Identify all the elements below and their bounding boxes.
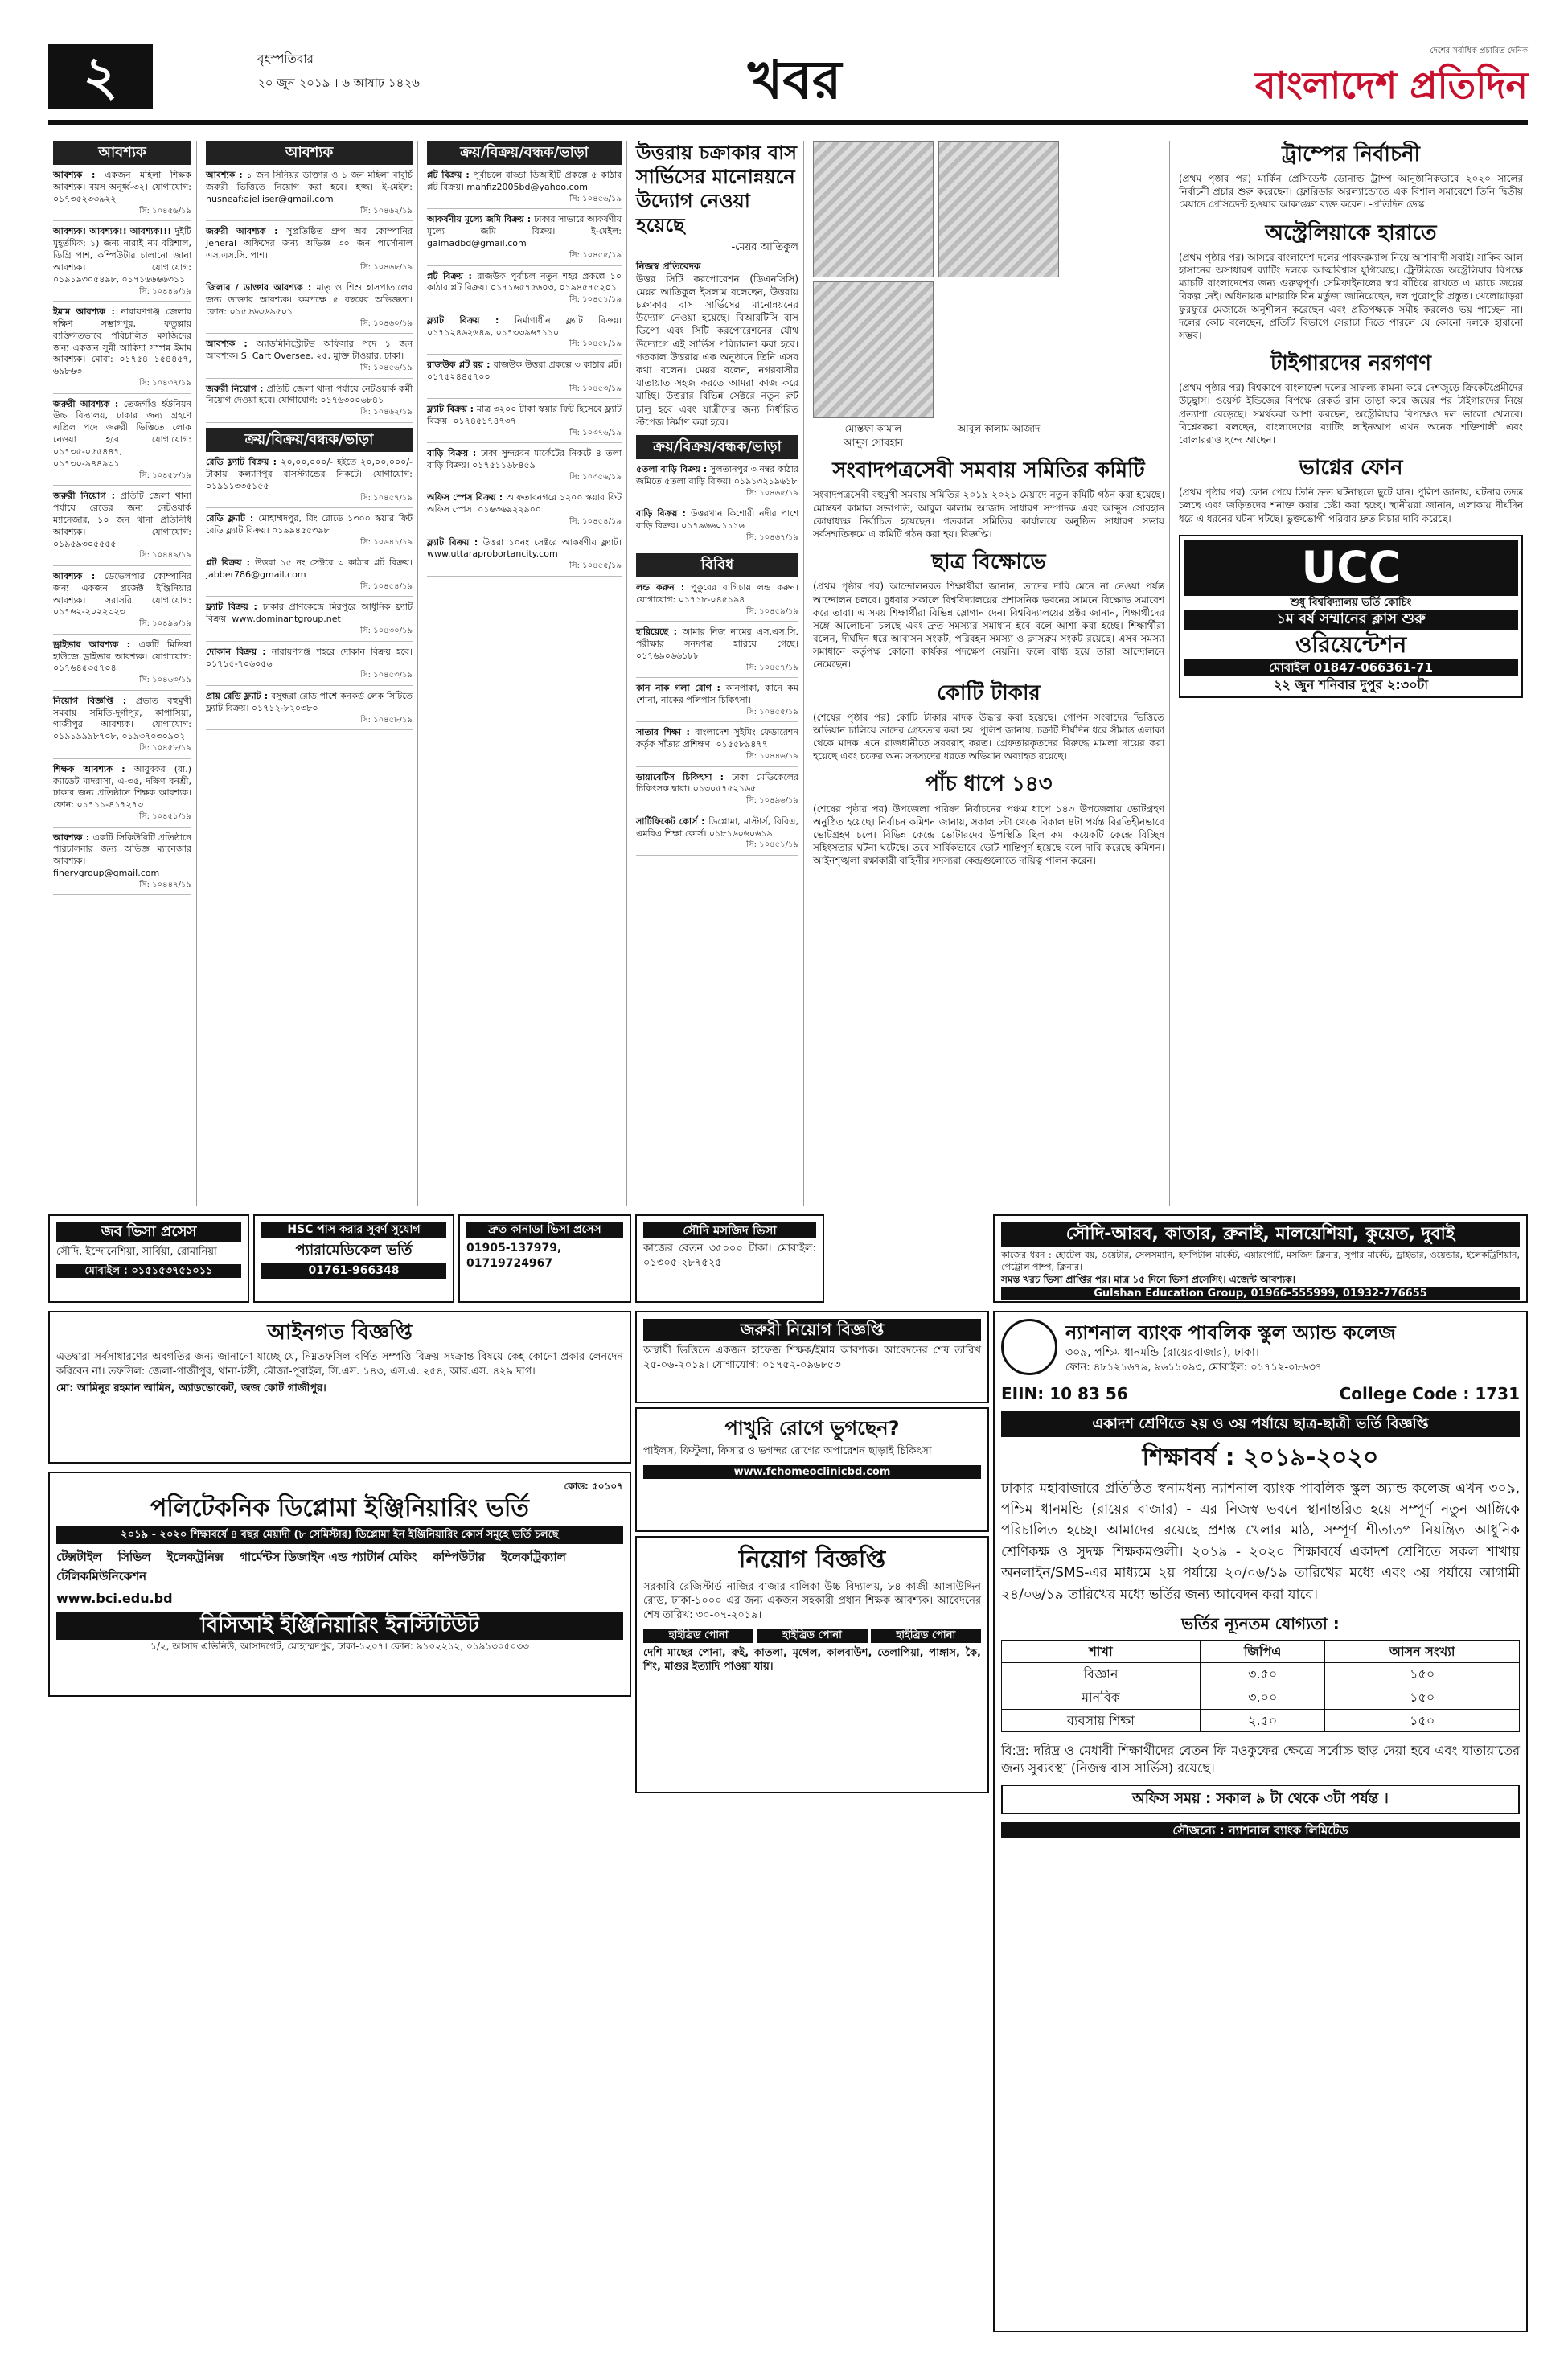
ad-text: ঢাকা সুন্দরবন মার্কেটের নিকটে ৪ তলা বাড়ি বিক্রয়। ০১৭৫১১৬৮৪৫৯ (427, 448, 622, 471)
table-cell: ২.৫০ (1200, 1709, 1325, 1732)
classified-ad (206, 170, 413, 221)
classified-ad (53, 832, 191, 896)
ad-website: www.bci.edu.bd (56, 1590, 173, 1606)
school-address: ৩০৯, পশ্চিম ধানমন্ডি (রায়েরবাজার), ঢাকা। (1065, 1345, 1259, 1359)
ad-text: ডেভেলপার কোম্পানির জন্য একজন প্রজেক্ট ইঞ্জিনিয়ার আবশ্যক। সরাসরি যোগাযোগ: ০১৭৬২-২০২২৩২৩ (53, 570, 191, 618)
ad-list (206, 457, 413, 730)
article-body: (প্রথম পৃষ্ঠার পর) ফোন পেয়ে তিনি দ্রুত ঘটনাস্থলে ছুটে যান। পুলিশ জানায়, ঘটনার তদন্ত চলছে এবং জড়িতদের শনাক্ত করার চেষ্টা করা হচ্ছে। স্থানীয়রা জানান, এলাকায় দীর্ঘদিন ধরে এ ধরনের ঘটনা ঘটছে। ভুক্তভোগী পরিবার দ্রুত বিচার দাবি করেছে। (1179, 487, 1523, 524)
ad-text: ডিপ্লোমা, মাস্টার্স, বিবিএ, এমবিএ শিক্ষা কোর্স। ০১৮১৬০৬০৬১৯ (636, 815, 798, 839)
ad-phone: 01761-966348 (261, 1263, 446, 1279)
table-cell: মানবিক (1002, 1686, 1201, 1710)
table-cell: বিজ্ঞান (1002, 1663, 1201, 1686)
classified-column-2 (201, 141, 418, 1206)
article-body: (শেষের পৃষ্ঠার পর) উপজেলা পরিষদ নির্বাচনের পঞ্চম ধাপে ১৪৩ উপজেলায় ভোটগ্রহণ অনুষ্ঠিত হয়েছে। নির্বাচন কমিশন জানায়, সকাল ৮টা থেকে বিকাল ৪টা পর্যন্ত বিরতিহীনভাবে ভোটগ্রহণ চলে। বিভিন্ন কেন্দ্রে ভোটারদের উপস্থিতি ছিল কম। কয়েকটি কেন্দ্রে বিচ্ছিন্ন সহিংসতার ঘটনা ঘটেছে। তবে সার্বিকভাবে ভোট শান্তিপূর্ণ হয়েছে বলে দাবি করেছে কমিশন। আইনশৃঙ্খলা রক্ষাকারী বাহিনীর সদস্যরা কেন্দ্রগুলোতে দায়িত্ব পালন করেন। (813, 803, 1164, 867)
classified-ad (206, 226, 413, 277)
canada-visa-ad (458, 1214, 631, 1303)
ad-title: পলিটেকনিক ডিপ্লোমা ইঞ্জিনিয়ারিং ভর্তি (150, 1494, 529, 1523)
article-body: উত্তর সিটি করপোরেশন (ডিএনসিসি) মেয়র আতিকুল ইসলাম বলেছেন, উত্তরায় চক্রাকার বাস সার্ভিসের মানোন্নয়নের উদ্যোগ নেওয়া হয়েছে। বিআরটিসি বাস ডিপো এবং সিটি করপোরেশনের যৌথ উদ্যোগে এই সার্ভিস পরিচালনা করা হবে। গতকাল উত্তরায় এক অনুষ্ঠানে তিনি এসব কথা বলেন। মেয়র বলেন, নগরবাসীর যাতায়াত সহজ করতে আমরা কাজ করে যাচ্ছি। উত্তরার বিভিন্ন সেক্টরে নতুন রুট চালু হবে এবং যাত্রীদের জন্য নির্ধারিত স্টপেজ নির্মাণ করা হবে। (636, 273, 798, 428)
ad-lead: ফ্ল্যাট বিক্রয় : (427, 404, 477, 415)
table-cell: ৩.৫০ (1200, 1663, 1325, 1686)
ad-ref: সি: ১০৪৫৫/১৯ (746, 707, 798, 717)
ucc-date: ২২ জুন শনিবার দুপুর ২:৩০টা (1274, 676, 1428, 692)
ad-lead: ফ্ল্যাট বিক্রয় : (206, 602, 263, 613)
institute-address: ১/২, আসাদ এভিনিউ, আসাদগেট, মোহাম্মদপুর, ঢাকা-১২০৭। ফোন: ৯১০২২১২, ০১৯১৩০৫০৩৩ (150, 1641, 529, 1653)
fish-label: হাইব্রিড পোনা (643, 1629, 753, 1643)
ad-text: ঢাকার সাভারে আকর্ষণীয় মূল্যে জমি বিক্রয়। ই-মেইল: galmadbd@gmail.com (427, 214, 622, 249)
ad-ref: সি: ১০৪৫৬/১৯ (569, 194, 622, 203)
ad-lead: রাজউক প্লট রয় : (427, 359, 494, 370)
article-body: (প্রথম পৃষ্ঠার পর) বিশ্বকাপে বাংলাদেশ দলের সাফল্য কামনা করে দেশজুড়ে ক্রিকেটপ্রেমীদের উচ্ছ্বাস। ওয়েস্ট ইন্ডিজের বিপক্ষে রেকর্ড রান তাড়া করে জয়ের পর টাইগারদের নিয়ে প্রত্যাশা বেড়েছে। সমর্থকরা আশা করছেন, অস্ট্রেলিয়ার বিপক্ষেও দল ভালো খেলবে। বিশ্লেষকরা বলছেন, বাংলাদেশের ব্যাটিং লাইনআপ এখন অনেক শক্তিশালী এবং বোলাররাও ছন্দে আছেন। (1179, 382, 1523, 446)
ad-ref: সি: ১০৪৩০/১৯ (360, 626, 413, 636)
news-column-4 (631, 141, 804, 1206)
ad-footer: Gulshan Education Group, 01966-555999, 01932-776655 (1001, 1287, 1520, 1301)
ad-note: সমস্ত খরচ ভিসা প্রাপ্তির পর। মাত্র ১৫ দিনে ভিসা প্রসেসিং। এজেন্ট আবশ্যক। (1001, 1274, 1295, 1286)
ad-text: বাংলাদেশ সুইমিং ফেডারেশন কর্তৃক সাঁতার প্রশিক্ষণ। ০১৫৫৮৯৪৭৭ (636, 727, 798, 750)
classified-ad (206, 602, 413, 641)
subject-item: কম্পিউটার (433, 1550, 486, 1565)
ad-lead: হারিয়েছে : (636, 626, 683, 638)
classified-ad (53, 696, 191, 759)
ad-lead: জরুরী নিয়োগ : (206, 383, 267, 394)
ad-text: একজন মহিলা শিক্ষক আবশ্যক। বয়স অনূর্ধ্ব-৩২। যোগাযোগ: ০১৭৩৫২৩৩৯২২ (53, 170, 191, 204)
classified-ad (636, 683, 798, 722)
classified-ad (636, 772, 798, 811)
ad-ref: সি: ১০৪৫১/১৯ (139, 812, 191, 822)
ad-title: জরুরী নিয়োগ বিজ্ঞপ্তি (643, 1319, 981, 1341)
classified-ad (53, 571, 191, 635)
news-column-middle (808, 141, 1170, 1206)
ad-text: পাইলস, ফিস্টুলা, ফিসার ও ভগন্দর রোগের অপারেশন ছাড়াই চিকিৎসা। (643, 1445, 936, 1458)
ad-lead: প্লট বিক্রয় : (206, 557, 256, 569)
article-body: (প্রথম পৃষ্ঠার পর) আসরে বাংলাদেশ দলের পারফরম্যান্স নিয়ে আশাবাদী সবাই। সাকিব আল হাসানের অসাধারণ ব্যাটিং দলকে আত্মবিশ্বাস যুগিয়েছে। ট্রেন্টব্রিজে অস্ট্রেলিয়ার বিপক্ষে ম্যাচটি বাংলাদেশের জন্য গুরুত্বপূর্ণ। সেমিফাইনালের স্বপ্ন বাঁচিয়ে রাখতে এ ম্যাচে জয়ের বিকল্প নেই। অধিনায়ক মাশরাফি বিন মর্তুজা জানিয়েছেন, দল পুরোপুরি প্রস্তুত। খেলোয়াড়রা ফুরফুরে মেজাজে অনুশীলন করেছেন এবং প্রতিপক্ষকে সমীহ করলেও ভয় পাচ্ছেন না। দলের কোচ বলেছেন, প্রতিটি বিভাগে সেরাটা দিতে পারলে যে কোনো দলকে হারানো সম্ভব। (1179, 251, 1523, 341)
fish-label: হাইব্রিড পোনা (757, 1629, 867, 1643)
ad-title: পাখুরি রোগে ভুগছেন? (724, 1417, 900, 1440)
classified-ad (53, 306, 191, 394)
ad-lead: বাড়ি বিক্রয় : (636, 508, 691, 520)
article-headline: সংবাদপত্রসেবী সমবায় সমিতির কমিটি (832, 458, 1145, 483)
ad-lead: দোকান বিক্রয় : (206, 646, 272, 657)
legal-signature: মো: আমিনুর রহমান আমিন, অ্যাডভোকেট, জজ কোর্ট গাজীপুর। (56, 1382, 326, 1395)
section-title: খবর (748, 48, 842, 111)
classified-ad (427, 170, 622, 209)
college-code: College Code : 1731 (1339, 1384, 1520, 1403)
ad-ref: সি: ১০৪৫৩/১৯ (360, 671, 413, 680)
classified-ad (206, 513, 413, 552)
ad-list (427, 170, 622, 577)
table-cell: ১৫০ (1325, 1709, 1520, 1732)
office-hours: অফিস সময় : সকাল ৯ টা থেকে ৩টা পর্যন্ত । (1001, 1785, 1520, 1813)
ad-ref: সি: ১০৪৫৬/১৯ (360, 363, 413, 373)
ad-text: অস্থায়ী ভিত্তিতে একজন হাফেজ শিক্ষক/ইমাম আবশ্যক। আবেদনের শেষ তারিখ ২৫-০৬-২০১৯। যোগাযোগ: ০১৭৫২-০৯৬৮৫৩ (643, 1345, 981, 1371)
classified-ad (53, 399, 191, 487)
ad-title: দ্রুত কানাডা ভিসা প্রসেস (466, 1222, 623, 1238)
ad-ref: সি: ১০৪৪৯/১৯ (139, 286, 191, 296)
ad-ref: সি: ১০৪৪৬/১৯ (746, 752, 798, 762)
article-headline: অস্ট্রেলিয়াকে হারাতে (1265, 220, 1437, 245)
table-cell: ১৫০ (1325, 1686, 1520, 1710)
ad-lead: ফ্ল্যাট বিক্রয় : (427, 314, 515, 326)
ad-ref: সি: ১০৪৫৭/১৯ (360, 493, 413, 503)
photo-caption: মোস্তফা কামাল (844, 422, 902, 434)
header-date: ২০ জুন ২০১৯ । ৬ আষাঢ় ১৪২৬ (257, 76, 420, 90)
ad-ref: সি: ১০৪৫৮/১৯ (360, 715, 413, 725)
classified-ad (206, 384, 413, 423)
subject-item: ইলেকট্রিক্যাল (501, 1550, 566, 1565)
ad-ref: সি: ১০৪৫৫/১৯ (569, 251, 622, 261)
school-admission-ad (993, 1311, 1528, 2332)
classified-ad (206, 647, 413, 686)
ad-ref: সি: ১০৪৫৮/১৯ (139, 470, 191, 480)
table-cell: ৩.০০ (1200, 1686, 1325, 1710)
ad-lead: ফ্ল্যাট বিক্রয় : (427, 536, 483, 548)
ad-text: মাতৃ ও শিশু হাসপাতালের জন্য ডাক্তার আবশ্যক। কমপক্ষে ৫ বছরের অভিজ্ঞতা। ফোন: ০১৫৫৬৩৬৯৫০১ (206, 282, 413, 318)
ad-text: সুলতানপুর ৩ নম্বর কাঠার জমিতে ৫তলা বাড়ি বিক্রয়। ০১৯১৩২১৯৬১৮ (636, 464, 798, 487)
classified-ad (53, 491, 191, 566)
ad-ref: সি: ১০৪৫৫/১৯ (569, 561, 622, 571)
institute-name: বিসিআই ইঞ্জিনিয়ারিং ইনস্টিটিউট (56, 1612, 623, 1640)
ad-text: আমার নিজ নামের এস.এস.সি. পরীক্ষার সনদপত্র হারিয়ে গেছে। ০১৭৬৯০৬৬১৮৮ (636, 626, 798, 661)
subject-item: ইলেকট্রনিক্স (166, 1550, 224, 1565)
legal-notice (48, 1311, 631, 1464)
ad-ref: সি: ১০৪৪৭/১৯ (139, 880, 191, 889)
article-headline: উত্তরায় চক্রাকার বাস সার্ভিসের মানোন্নয়নে উদ্যোগ নেওয়া হয়েছে (636, 142, 797, 236)
classified-ad (53, 170, 191, 221)
ad-lead: প্লট বিক্রয় : (427, 270, 478, 281)
school-note: বি:দ্র: দরিদ্র ও মেধাবী শিক্ষার্থীদের বেতন ফি মওকুফের ক্ষেত্রে সর্বোচ্চ ছাড় দেয়া হবে এবং যাতায়াতের জন্য সুব্যবস্থা (নিজস্ব বাস সার্ভিস) রয়েছে। (1001, 1743, 1520, 1776)
article-headline: টাইগারদের নরগণণ (1270, 351, 1431, 376)
ad-ref: সি: ১০৪৫৪/১৯ (569, 517, 622, 527)
school-logo-icon (1001, 1319, 1057, 1375)
ad-session: ২০১৯ - ২০২০ শিক্ষাবর্ষে ৪ বছর মেয়াদী (৮ সেমিস্টার) ডিপ্লোমা ইন ইঞ্জিনিয়ারিং কোর্স সমূহে ভর্তি চলছে (56, 1526, 623, 1545)
classified-ad (427, 271, 622, 310)
ad-title: সৌদি-আরব, কাতার, ব্রুনাই, মালয়েশিয়া, কুয়েত, দুবাই (1001, 1222, 1520, 1247)
ad-ref: সি: ১০৪৯৬/১৯ (746, 796, 798, 806)
table-row (1002, 1686, 1520, 1710)
ad-phone: মোবাইল : ০১৫১৫৩৭৫১০১১ (56, 1264, 241, 1279)
saudi-mosque-ad (635, 1214, 824, 1303)
ucc-logo: UCC (1184, 540, 1518, 596)
ad-text: ২০,০০,০০০/- হইতে ২০,০০,০০০/- টাকায় কল্যাণপুর বাসস্ট্যান্ডের নিকটে। যোগাযোগ: ০১৯১১৩৩৫১৫৫ (206, 457, 413, 491)
ad-text: আবুবকর (রা.) ক্যাডেট মাদরাসা, এ-৩৫, দক্ষিণ বনশ্রী, ঢাকার জন্য প্রতিষ্ঠানে শিক্ষক আবশ্যক। ফোন: ০১৭১১-৪১৭২৭৩ (53, 763, 192, 811)
fish-label: হাইব্রিড পোনা (871, 1629, 981, 1643)
requirement-title: ভর্তির ন্যূনতম যোগ্যতা : (1181, 1613, 1340, 1633)
ad-lead: রেডি ফ্ল্যাট বিক্রয় : (206, 457, 281, 468)
column-heading: আবশ্যক (206, 141, 413, 165)
person-photo (938, 141, 1059, 277)
ad-list (206, 170, 413, 422)
ad-ref: সি: ১০৪৬২/১৯ (360, 206, 413, 216)
ad-lead: ডায়াবেটিস চিকিৎসা : (636, 771, 733, 782)
ad-title: HSC পাস করার সুবর্ণ সুযোগ (261, 1222, 446, 1238)
photo-row (813, 141, 1164, 422)
ad-ref: সি: ১০৬৪১/১৯ (360, 537, 413, 547)
ad-lead: আবশ্যক : (206, 170, 247, 181)
classified-ad (636, 582, 798, 622)
classified-ad (53, 639, 191, 691)
classified-column-3 (422, 141, 627, 1206)
ad-text: সৌদি, ইন্দোনেশিয়া, সার্বিয়া, রোমানিয়া (56, 1246, 217, 1259)
ad-text: পূর্বাচলে বাড্ডা ডিআইটি প্রকল্পে ৫ কাঠার প্লট বিক্রয়। mahfiz2005bd@yahoo.com (427, 170, 622, 193)
article-headline: ভাগ্নের ফোন (1299, 456, 1403, 481)
ad-text: পুকুরের বাগিচায় লন্ড করুন। যোগাযোগ: ০১৭১৮-০৪৫১৯৪ (636, 581, 798, 605)
article-byline: -মেয়র আতিকুল (731, 241, 798, 253)
ad-ref: সি: ১০৪৫৬/১৯ (139, 206, 191, 216)
ucc-ad (1179, 535, 1523, 698)
subject-item: সিভিল (117, 1550, 151, 1565)
ad-lead: আবশ্যক : (53, 170, 105, 181)
ucc-sub: শুধু বিশ্ববিদ্যালয় ভর্তি কোচিং (1290, 596, 1412, 609)
classified-ad (427, 448, 622, 487)
classified-ad (427, 492, 622, 532)
piles-clinic-ad (635, 1407, 989, 1532)
ad-ref: সি: ১০৪৫৮/১৯ (569, 339, 622, 349)
ad-ref: সি: ১০৪৬০/১৯ (360, 318, 413, 328)
ad-ref: সি: ১০৪৫৮/১৯ (139, 744, 191, 754)
ad-ref: সি: ১০৪৬৭/১৯ (746, 533, 798, 543)
classified-ad (636, 727, 798, 766)
niyog-ad (635, 1536, 989, 1793)
ad-text: ঢাকা মেডিকেলের চিকিৎসক দ্বারা। ০১৩০৫৭৫২১৬৫ (636, 771, 798, 795)
ad-lead: বাড়ি বিক্রয় : (427, 448, 482, 459)
ad-ref: সি: ১০৪৬৮/১৯ (360, 262, 413, 272)
person-photo (813, 281, 934, 418)
table-header: আসন সংখ্যা (1325, 1640, 1520, 1663)
saudi-jobs-ad (993, 1214, 1528, 1303)
ad-phone: 01905-137979, 01719724967 (466, 1241, 562, 1270)
classified-ad (206, 691, 413, 730)
ad-lead: আকর্ষণীয় মূল্যে জমি বিক্রয় : (427, 214, 535, 225)
table-cell: ১৫০ (1325, 1663, 1520, 1686)
ad-lead: ড্রাইভার আবশ্যক : (53, 639, 139, 650)
school-sponsor: সৌজন্যে : ন্যাশনাল ব্যাংক লিমিটেড (1001, 1822, 1520, 1838)
column-heading: ক্রয়/বিক্রয়/বন্ধক/ভাড়া (636, 435, 798, 459)
ad-text: কাজের বেতন ৩৫০০০ টাকা। মোবাইল: ০১৩০৫-২৮৭৫২৫ (643, 1242, 816, 1269)
ad-lead: জরুরী আবশ্যক : (53, 398, 124, 409)
classified-ad (427, 359, 622, 399)
ad-ref: সি: ১০৪৬২/১৯ (360, 408, 413, 417)
ad-lead: জরুরী নিয়োগ : (53, 491, 121, 502)
classified-ad (53, 226, 191, 302)
ad-ref: সি: ১০৪৫৯/১৯ (746, 606, 798, 616)
table-header: জিপিএ (1200, 1640, 1325, 1663)
admission-year: শিক্ষাবর্ষ : ২০১৯-২০২০ (1142, 1444, 1379, 1472)
ad-text: ১ জন সিনিয়র ডাক্তার ও ১ জন মহিলা বাবুর্চি জরুরী ভিত্তিতে নিয়োগ করা হবে। হজ্জ। ই-মেইল: husneaf:ajelliser@gmail.com (206, 170, 413, 204)
column-heading: বিবিধ (636, 553, 798, 577)
page-number: ২ (48, 44, 153, 109)
classified-ad (206, 339, 413, 378)
ad-lead: সার্টিফিকেট কোর্স : (636, 815, 709, 827)
article-body: সংবাদপত্রসেবী বহুমুখী সমবায় সমিতির ২০১৯-২০২১ মেয়াদে নতুন কমিটি গঠন করা হয়েছে। মোস্তফা কামাল সভাপতি, আবুল কালাম আজাদ সাধারণ সম্পাদক এবং আব্দুস সোবহান কোষাধ্যক্ষ নির্বাচিত হয়েছেন। গতকাল সমিতির কার্যালয়ে অনুষ্ঠিত সাধারণ সভায় সর্বসম্মতিক্রমে এ কমিটি গঠন করা হয়। বিজ্ঞপ্তি। (813, 489, 1164, 540)
table-header: শাখা (1002, 1640, 1201, 1663)
school-header (1001, 1319, 1520, 1375)
ad-title: জব ভিসা প্রসেস (56, 1222, 241, 1242)
ad-ref: সি: ১০৪৯৯/১৯ (139, 619, 191, 629)
ad-lead: রেডি ফ্ল্যাট : (206, 513, 259, 524)
classified-ad (206, 557, 413, 597)
ad-lead: ৫তলা বাড়ি বিক্রয় : (636, 464, 711, 475)
ad-text: নারায়ণগঞ্জ জেলার দক্ষিণ সম্ভাগপুর, ফতুল্লায় ব্যক্তিগতভাবে পরিচালিত মসজিদের জন্য একজন সুন্নী আকিদা সম্পন্ন ইমাম আবশ্যক। মোবা: ০১৭৫৪ ১৫৪৪৫৭, ৬৯৮৬৩ (53, 306, 191, 377)
ad-text: নারায়ণগঞ্জ শহরে দোকান বিক্রয় হবে। ০১৭১৫-৭০৬০৫৬ (206, 646, 413, 669)
ad-ref: সি: ১০৪৫৪/১৯ (360, 581, 413, 591)
eiin-code: EIIN: 10 83 56 (1001, 1384, 1128, 1403)
ad-lead: শিক্ষক আবশ্যক : (53, 763, 134, 774)
page-header (48, 44, 1528, 125)
ad-text: মোহাম্মদপুর, রিং রোডে ১৩০০ স্কয়ার ফিট রেডি ফ্ল্যাট বিক্রয়। ০১৯৯৪৫৫৩৯৮ (206, 513, 413, 536)
classified-ad (636, 816, 798, 856)
admission-title: একাদশ শ্রেণিতে ২য় ও ৩য় পর্যায়ে ছাত্র-ছাত্রী ভর্তি বিজ্ঞপ্তি (1001, 1411, 1520, 1437)
ad-lead: নিয়োগ বিজ্ঞপ্তি : (53, 695, 136, 706)
classified-ad (427, 214, 622, 265)
header-day: বৃহস্পতিবার (257, 51, 314, 66)
table-row (1002, 1709, 1520, 1732)
polytechnic-ad (48, 1472, 631, 1697)
classified-ad (206, 457, 413, 508)
article-body: (শেষের পৃষ্ঠার পর) কোটি টাকার মাদক উদ্ধার করা হয়েছে। গোপন সংবাদের ভিত্তিতে অভিযান চালিয়ে তাদের গ্রেফতার করা হয়। পুলিশ জানায়, চক্রটি দীর্ঘদিন ধরে সীমান্ত এলাকা থেকে মাদক এনে রাজধানীতে সরবরাহ করত। গ্রেফতারকৃতদের বিরুদ্ধে মামলা দায়ের করা হয়েছে এবং চক্রের অন্য সদস্যদের ধরতে অভিযান অব্যাহত রয়েছে। (813, 711, 1164, 762)
ad-text: আফতাবনগরে ১২০০ স্কয়ার ফিট অফিস স্পেস। ০১৬৩৬৯২২৯০০ (427, 492, 622, 515)
ad-lead: লন্ড করুন : (636, 581, 692, 593)
legal-text: এতদ্বারা সর্বসাধারণের অবগতির জন্য জানানো যাচ্ছে যে, নিম্নতফসিল বর্ণিত সম্পত্তি বিক্রয় সংক্রান্ত বিষয়ে কেহ কোনো প্রকার লেনদেন করিবেন না। তফসিল: জেলা-গাজীপুর, থানা-টঙ্গী, মৌজা-পূবাইল, সি.এস. ১৪৩, এস.এ. ২৫৪, আর.এস. ৪২৯ দাগ। (56, 1351, 623, 1378)
subject-item: গার্মেন্টস ডিজাইন এন্ড প্যাটার্ন মেকিং (240, 1550, 417, 1565)
classified-ad (206, 282, 413, 334)
urgent-recruitment-ad (635, 1311, 989, 1403)
ad-text: উত্তরা ১০নং সেক্টরে আকর্ষণীয় ফ্ল্যাট। www.uttaraprobortancity.com (427, 536, 622, 560)
article-headline: কোটি টাকার (937, 680, 1041, 705)
ad-text: উত্তরখান কিশোরী নদীর পাশে বাড়ি বিক্রয়। ০১৭৯৬৬০১১১৬ (636, 508, 798, 532)
admission-desc: ঢাকার মহাবাজারে প্রতিষ্ঠিত স্বনামধন্য ন্যাশনাল ব্যাংক পাবলিক স্কুল অ্যান্ড কলেজ এখন ৩০৯, পশ্চিম ধানমন্ডি (রায়ের বাজার) - এর নিজস্ব ভবনে স্থানান্তরিত হয়ে সম্পূর্ণ নতুন আঙ্গিকে পরিচালিত হচ্ছে। আমাদের রয়েছে প্রশস্ত খেলার মাঠ, সম্পূর্ণ শীতাতপ নিয়ন্ত্রিত আধুনিক শ্রেণিকক্ষ ও সুদক্ষ শিক্ষকমণ্ডলী। ২০১৯ - ২০২০ শিক্ষাবর্ষে একাদশ শ্রেণিতে সকল শাখায় অনলাইন/SMS-এর মাধ্যমে ২য় পর্যায়ে ২০/০৬/১৯ তারিখের মধ্যে এবং ৩য় পর্যায়ে আগামী ২৪/০৬/১৯ তারিখের মধ্যে ভর্তির জন্য আবেদন করা যাবে। (1001, 1480, 1520, 1603)
person-photo (813, 141, 934, 277)
ad-text: বসুন্ধরা রোড পাশে কনকর্ড লেক সিটিতে ফ্ল্যাট বিক্রয়। ০১৭১২-৮২০৩৮০ (206, 690, 413, 713)
ad-text: প্রভাত বহুমুখী সমবায় সমিতি-দুর্গাপুর, কাপাসিয়া, গাজীপুর আবশ্যক। যোগাযোগ: ০১৯১৯৯৯৮৭০৮, ০১৯৩৭০৩০৯০২ (53, 695, 191, 742)
ad-ref: সি: ১০৪৬৫/১৯ (746, 488, 798, 498)
ad-lead: আবশ্যক! আবশ্যক!! আবশ্যক!!! (53, 226, 175, 237)
photo-captions (813, 422, 1164, 450)
ad-text: একটি মিডিয়া হাউজে ড্রাইভার আবশ্যক। যোগাযোগ: ০১৭৬৪৫৩৫৭০৪ (53, 639, 192, 674)
ad-text: রাজউক পূর্বাচল নতুন শহর প্রকল্পে ১০ কাঠার প্লট বিক্রয়। ০১৭১৬৫৭৫৬০৩, ০১৯৪৫৭৫২০১ (427, 270, 622, 294)
ad-text: একটি সিকিউরিটি প্রতিষ্ঠানে পরিচালনার জন্য অভিজ্ঞ ম্যানেজার আবশ্যক। finerygroup@gmail.com (53, 832, 191, 879)
article-body: (প্রথম পৃষ্ঠার পর) আন্দোলনরত শিক্ষার্থীরা জানান, তাদের দাবি মেনে না নেওয়া পর্যন্ত আন্দোলন চলবে। বুধবার সকালে বিশ্ববিদ্যালয়ের প্রশাসনিক ভবনের সামনে বিক্ষোভ সমাবেশ করে তারা। এ সময় শিক্ষার্থীরা বিভিন্ন স্লোগান দেন। বিশ্ববিদ্যালয়ের প্রক্টর জানান, শিক্ষার্থীদের সঙ্গে আলোচনা চলছে এবং দ্রুত সমস্যার সমাধান হবে বলে আশা করা হচ্ছে। শিক্ষার্থীরা বলেন, দীর্ঘদিন ধরে আবাসন সংকট, পরিবহন সমস্যা ও ক্লাসরুম সংকট রয়েছে। এসব সমস্যা সমাধানে কর্তৃপক্ষ কোনো কার্যকর পদক্ষেপ নেয়নি। ফলে বাধ্য হয়ে তারা আন্দোলনে নেমেছেন। (813, 581, 1164, 671)
ad-code: কোড: ৫০১০৭ (564, 1481, 623, 1492)
ad-lead: অফিস স্পেস বিক্রয় : (427, 492, 507, 503)
classified-ad (53, 764, 191, 828)
ad-ref: সি: ১০৪৪৯/১৯ (139, 551, 191, 561)
ad-website: www.fchomeoclinicbd.com (643, 1465, 981, 1480)
ad-list (636, 582, 798, 856)
ad-text: নির্মাণাধীন ফ্ল্যাট বিক্রয়। ০১৭১২৪৬২৬৪৯, ০১৭৩৩৯৬৭১১০ (427, 314, 622, 338)
ad-text: দুইটি মুহূর্তমিক: ১) জন্য নারাই নম বরিশাল, ডিগ্রি পাশ, কম্পিউটার চালানো জানা আবশ্যক। যোগাযোগ: ০১৯১৯৩০৫৪৯৮, ০১৭১৬৬৬৬৩১১ (53, 226, 191, 285)
table-cell: ব্যবসায় শিক্ষা (1002, 1709, 1201, 1732)
ad-lead: জরুরী আবশ্যক : (206, 226, 287, 237)
ad-lead: আবশ্যক : (53, 832, 93, 843)
photo-caption: আবুল কালাম আজাদ (957, 422, 1041, 434)
article-reporter: নিজস্ব প্রতিবেদক (636, 260, 701, 272)
news-column-right (1174, 141, 1528, 1206)
ad-text: সরকারি রেজিস্টার্ড নাজির বাজার বালিকা উচ্চ বিদ্যালয়, ৮৪ কাজী আলাউদ্দিন রোড, ঢাকা-১০০০ এর জন্য একজন সহকারী প্রধান শিক্ষক আবশ্যক। আবেদনের শেষ তারিখ: ৩০-০৭-২০১৯। (643, 1580, 981, 1621)
classified-column-1 (48, 141, 197, 1206)
fish-text: দেশি মাছের পোনা, রুই, কাতলা, মৃগেল, কালবাউশ, তেলাপিয়া, পাঙ্গাস, কৈ, শিং, মাগুর ইত্যাদি পাওয়া যায়। (643, 1646, 981, 1674)
ad-lead: প্রায় রেডি ফ্ল্যাট : (206, 690, 272, 701)
ad-text: কানপাকা, কানে কম শোনা, নাকের পলিপাস চিকিৎসা। (636, 683, 798, 706)
classified-ad (427, 315, 622, 355)
classified-ad (636, 508, 798, 548)
ad-text: রাজউক উত্তরা প্রকল্পে ৩ কাঠার প্লট। ০১৭৫২৪৪৫৭০০ (427, 359, 622, 382)
ad-ref: সি: ১০৪৫১/১৯ (569, 295, 622, 305)
ad-text: প্রতিটি জেলা থানা পর্যায়ে নেটওয়ার্ক কর্মী নিয়োগ দেওয়া হবে। যোগাযোগ: ০১৭৬৩০০৬৮৪১ (206, 383, 413, 406)
article-headline: পাঁচ ধাপে ১৪৩ (925, 772, 1053, 797)
classified-ad (636, 464, 798, 503)
photo-caption: আব্দুস সোবহান (843, 436, 904, 448)
school-codes (1001, 1383, 1520, 1405)
ad-ref: সি: ১০৪৩৭/১৯ (139, 379, 191, 388)
ucc-line1: ১ম বর্ষ সম্মানের ক্লাস শুরু (1184, 610, 1518, 629)
subject-item: টেলিকমিউনিকেশন (56, 1569, 147, 1584)
classified-ad (427, 537, 622, 577)
job-visa-ad (48, 1214, 249, 1303)
ucc-phone: মোবাইল 01847-066361-71 (1184, 659, 1518, 676)
ad-text: প্যারামেডিকেল ভর্তি (295, 1241, 413, 1259)
column-heading: ক্রয়/বিক্রয়/বন্ধক/ভাড়া (427, 141, 622, 165)
ad-lead: আবশ্যক : (206, 339, 257, 350)
ad-text: তেজগাঁও ইউনিয়ন উচ্চ বিদ্যালয়, ঢাকার জন্য গ্রহণে এপ্রিল পদে জরুরী ভিত্তিতে লোক নেওয়া হবে। যোগাযোগ: ০১৭৩৫-০৫৫৪৪৭, ০১৭৩০-৯৪৪৯৩১ (53, 398, 191, 469)
classified-ad (636, 626, 798, 678)
ad-lead: কান নাক গলা রোগ : (636, 683, 726, 694)
table-header-row (1002, 1640, 1520, 1663)
table-row (1002, 1663, 1520, 1686)
ad-text: কাজের ধরন : হোটেল বয়, ওয়েটার, সেলসম্যান, হসপিটাল মার্কেট, এয়ারপোর্ট, মসজিদ ক্লিনার, সুপার মার্কেট, ড্রাইভার, ওয়েন্ডার, ইলেকট্রিশিয়ান, পেট্রোল পাম্প, ক্লিনার। (1001, 1249, 1520, 1272)
masthead-tagline: দেশের সর্বাধিক প্রচারিত দৈনিক (1430, 47, 1528, 55)
ucc-line2: ওরিয়েন্টেশন (1295, 630, 1407, 658)
ad-title: সৌদি মসজিদ ভিসা (643, 1222, 816, 1238)
article-headline: ট্রাম্পের নির্বাচনী (1282, 142, 1420, 166)
school-name: ন্যাশনাল ব্যাংক পাবলিক স্কুল অ্যান্ড কলেজ (1065, 1320, 1396, 1344)
ad-ref: সি: ১০৩৭৬/১৯ (569, 428, 622, 437)
classified-ad (427, 404, 622, 443)
ad-title: নিয়োগ বিজ্ঞপ্তি (738, 1546, 886, 1574)
ad-ref: সি: ১০৪৫১/১৯ (746, 840, 798, 850)
hsc-ad (253, 1214, 454, 1303)
ad-lead: সাতার শিক্ষা : (636, 727, 696, 738)
legal-title: আইনগত বিজ্ঞপ্তি (267, 1320, 413, 1345)
ad-ref: সি: ১০৪৫৩/১৯ (569, 384, 622, 393)
article-headline: ছাত্র বিক্ষোভে (931, 550, 1046, 575)
masthead-logo: বাংলাদেশ প্রতিদিন (1254, 64, 1528, 107)
ad-lead: আবশ্যক : (53, 570, 105, 581)
ad-text: অ্যাডমিনিস্ট্রেটিভ অফিসার পদে ১ জন আবশ্যক। S. Cart Oversee, ২৫, মুক্তি টাওয়ার, ঢাকা। (206, 339, 413, 362)
subject-item: টেক্সটাইল (56, 1550, 102, 1565)
ad-text: প্রতিটি জেলা থানা পর্যায়ে রেডের জন্য নেটওয়ার্ক ম্যানেজার, ১০ জন থানা প্রতিনিধি আবশ্যক। যোগাযোগ: ০১৯৫৯৩০৫৫৫৫ (53, 491, 191, 549)
column-heading: ক্রয়/বিক্রয়/বন্ধক/ভাড়া (206, 428, 413, 452)
ad-text: মাত্র ৩২০০ টাকা স্কয়ার ফিট হিসেবে ফ্ল্যাট বিক্রয়। ০১৭৪৫১৭৪৭৩৭ (427, 404, 622, 426)
column-heading: আবশ্যক (53, 141, 191, 165)
ad-lead: প্লট বিক্রয় : (427, 170, 474, 181)
ad-lead: জিলার / ডাক্তার আবশ্যক : (206, 282, 317, 294)
ad-text: উত্তরা ১৫ নং সেক্টরে ৩ কাঠার প্লট বিক্রয়। jabber786@gmail.com (206, 557, 413, 581)
school-phone: ফোন: ৪৮১২১৬৭৯, ৯৬১১০৯৩, মোবাইল: ০১৭১২-০৮৬৩৭ (1065, 1361, 1323, 1374)
subject-list (56, 1549, 623, 1585)
article-body: (প্রথম পৃষ্ঠার পর) মার্কিন প্রেসিডেন্ট ডোনাল্ড ট্রাম্প আনুষ্ঠানিকভাবে ২০২০ সালের নির্বাচনী প্রচার শুরু করেছেন। ফ্লোরিডার অরল্যান্ডোতে এক বিশাল সমাবেশে তিনি দ্বিতীয় মেয়াদে প্রেসিডেন্ট হওয়ার আকাঙ্ক্ষা ব্যক্ত করেন। -প্রতিদিন ডেস্ক (1179, 173, 1523, 211)
requirement-table (1001, 1640, 1520, 1732)
ad-ref: সি: ১০৪৫৭/১৯ (746, 663, 798, 672)
ad-list (636, 464, 798, 548)
ad-text: সুপ্রতিষ্ঠিত গ্রুপ অব কোম্পানির Jeneral অফিসের জন্য অভিজ্ঞ ৩০ জন পার্সোনাল এস.এস.সি. পাশ। (206, 226, 413, 261)
ad-text: ঢাকার প্রাণকেন্দ্রে মিরপুরে আধুনিক ফ্ল্যাট বিক্রয়। www.dominantgroup.net (206, 602, 413, 625)
ad-list (53, 170, 191, 895)
fish-labels (643, 1629, 981, 1643)
ad-ref: সি: ১০৪৬৩/১৯ (139, 676, 191, 685)
ad-lead: ইমাম আবশ্যক : (53, 306, 121, 318)
ad-ref: সি: ১০৩৫৬/১৯ (569, 472, 622, 482)
